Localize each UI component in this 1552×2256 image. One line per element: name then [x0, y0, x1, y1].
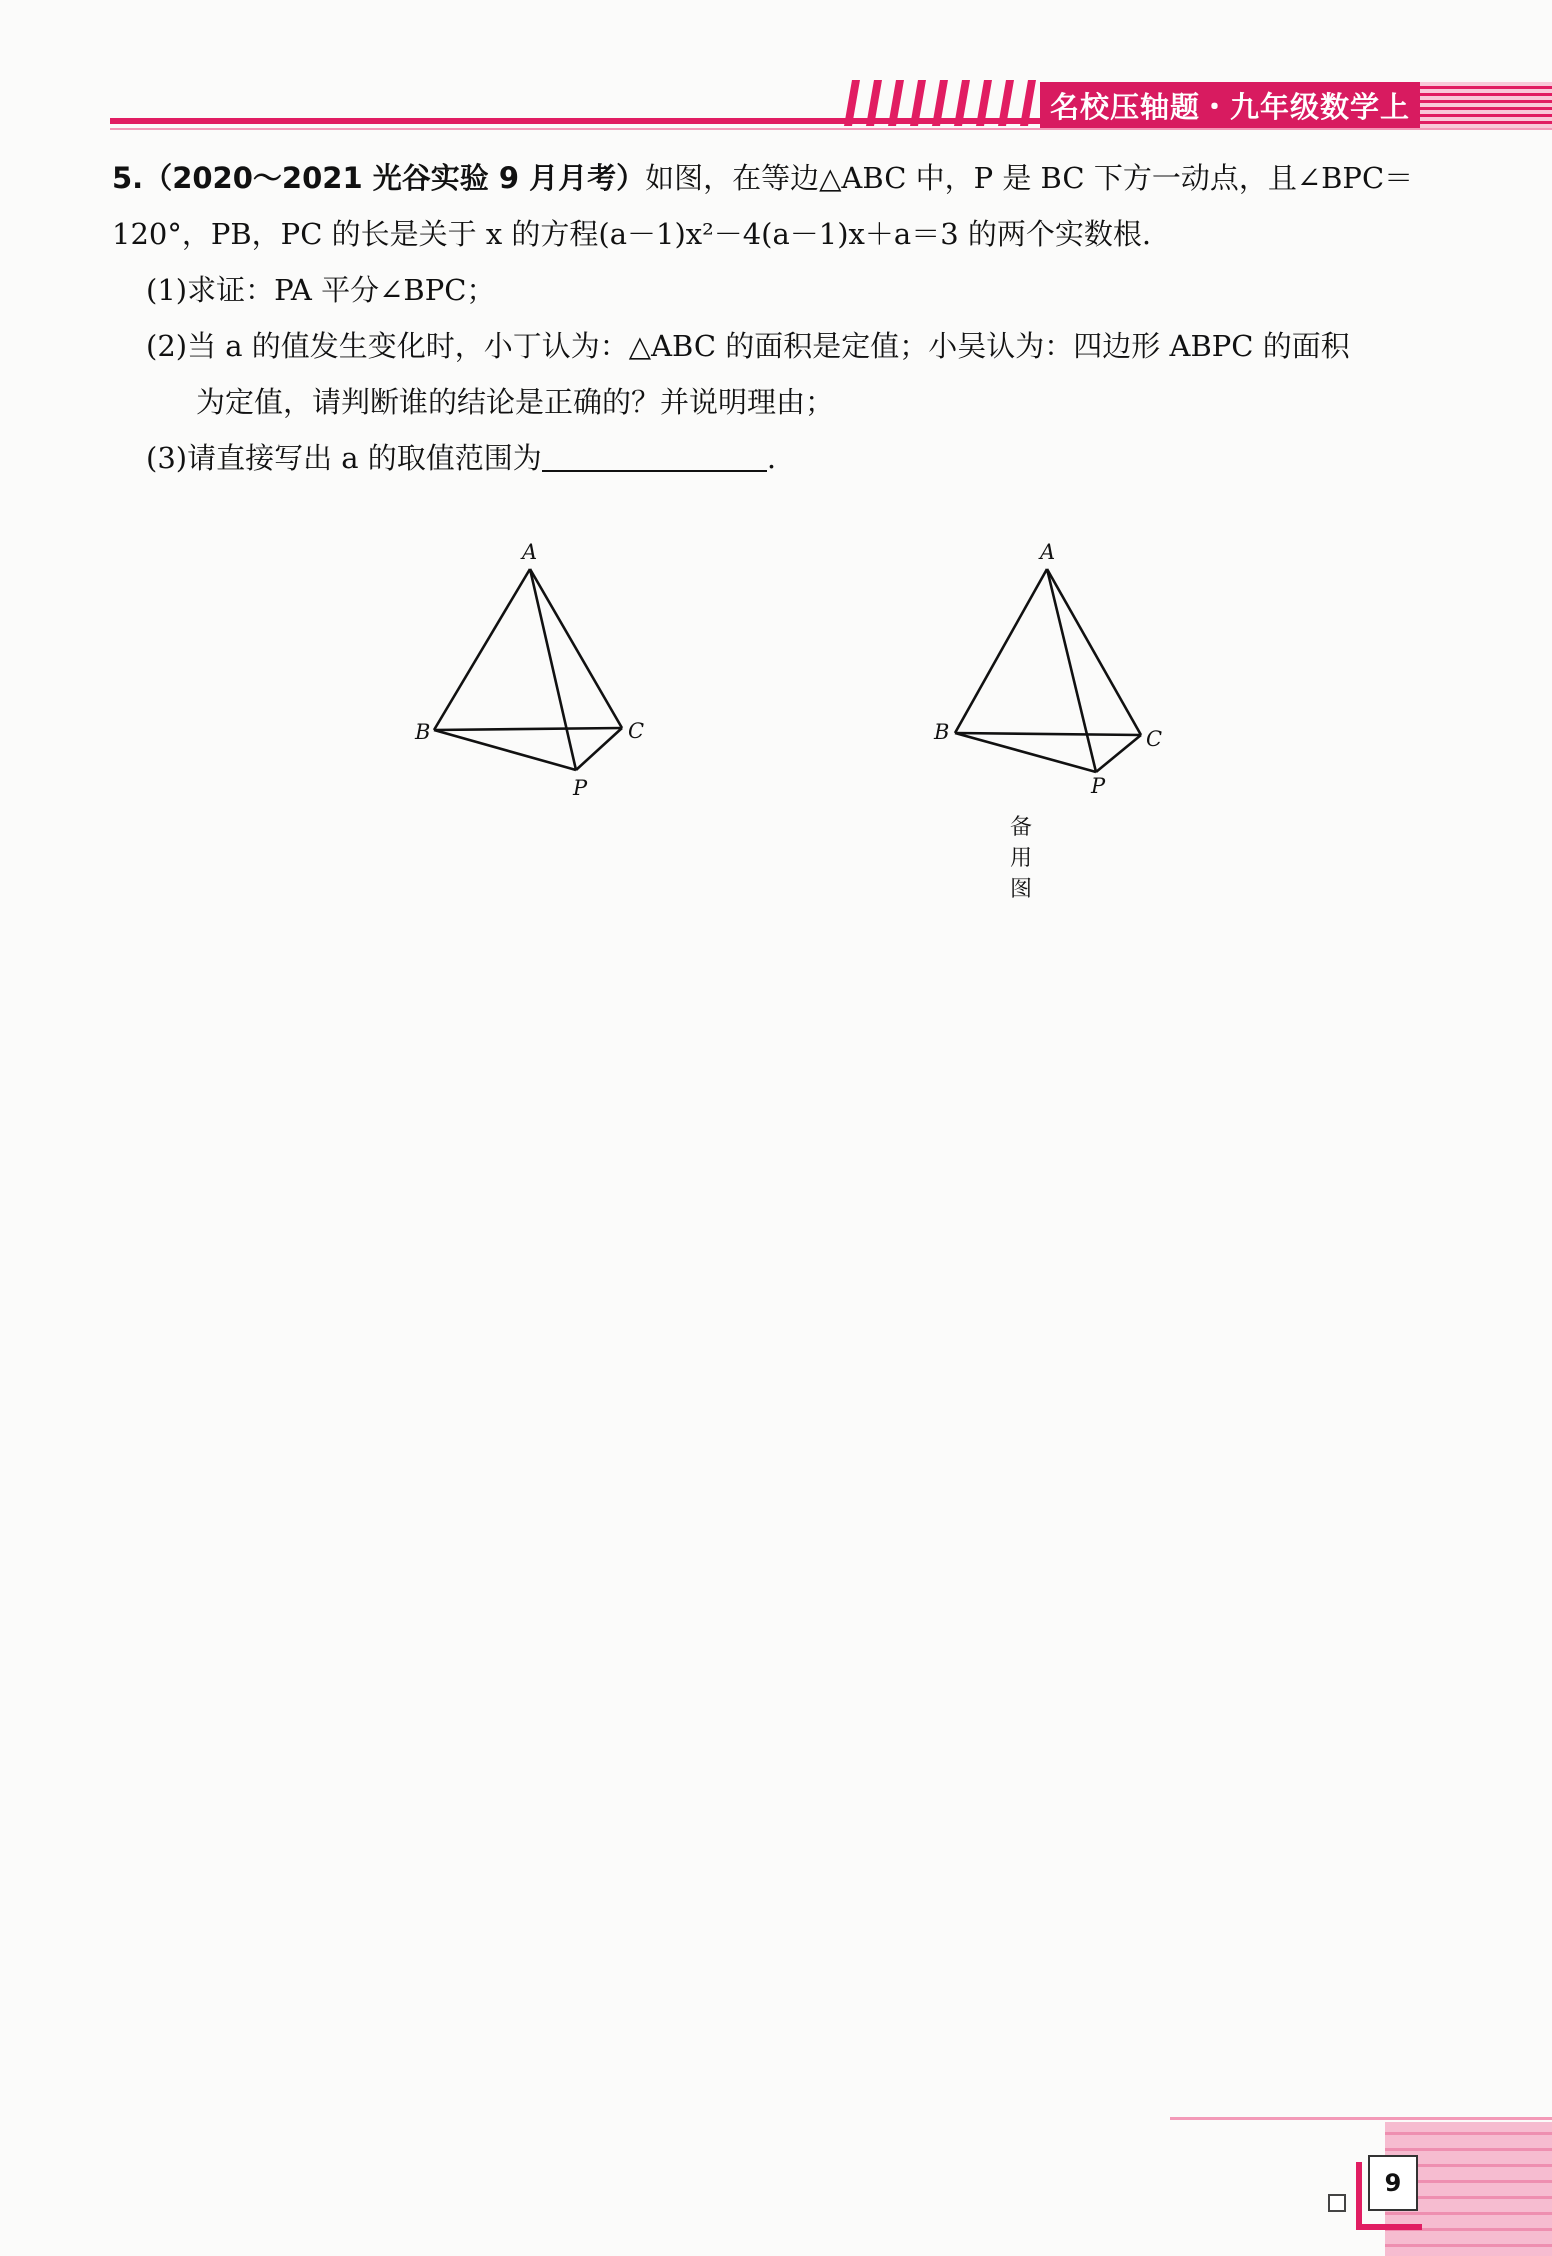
problem-intro-1: 如图，在等边△ABC 中，P 是 BC 下方一动点，且∠BPC＝ — [645, 161, 1414, 195]
problem-source: （2020～2021 光谷实验 9 月月考） — [143, 161, 646, 195]
segment-BP — [955, 733, 1096, 772]
segment-CP — [1096, 735, 1141, 772]
segment-AC — [1047, 569, 1141, 735]
question-3-end: . — [766, 441, 777, 475]
figure-backup-diagram — [0, 0, 1552, 900]
segment-AP — [1047, 569, 1096, 772]
vertex-label-C: C — [628, 719, 645, 743]
page-number: 9 — [1368, 2155, 1418, 2211]
problem-number: 5. — [112, 161, 144, 195]
figure-caption: 备用图 — [1010, 815, 1033, 902]
question-2-line-2: 为定值，请判断谁的结论是正确的？并说明理由； — [196, 385, 835, 419]
header-title: 名校压轴题・九年级数学上 — [1040, 82, 1420, 128]
footer-rule — [1170, 2117, 1552, 2120]
vertex-label-P: P — [1091, 774, 1106, 798]
problem-line-2: 120°，PB，PC 的长是关于 x 的方程(a－1)x²－4(a－1)x＋a＝3 的两个实数根. — [112, 217, 1152, 251]
vertex-label-P: P — [573, 776, 588, 800]
question-3-text: (3)请直接写出 a 的取值范围为 — [146, 441, 542, 475]
vertex-label-A: A — [1040, 540, 1056, 564]
vertex-label-C: C — [1146, 727, 1163, 751]
segment-BC — [955, 733, 1141, 735]
vertex-label-B: B — [415, 720, 431, 744]
question-2-line-1: (2)当 a 的值发生变化时，小丁认为：△ABC 的面积是定值；小吴认为：四边形 ABPC 的面积 — [146, 329, 1350, 363]
question-1: (1)求证：PA 平分∠BPC； — [146, 273, 496, 307]
segment-AB — [955, 569, 1047, 733]
square-icon — [1328, 2194, 1346, 2212]
vertex-label-A: A — [522, 540, 538, 564]
vertex-label-B: B — [934, 720, 950, 744]
